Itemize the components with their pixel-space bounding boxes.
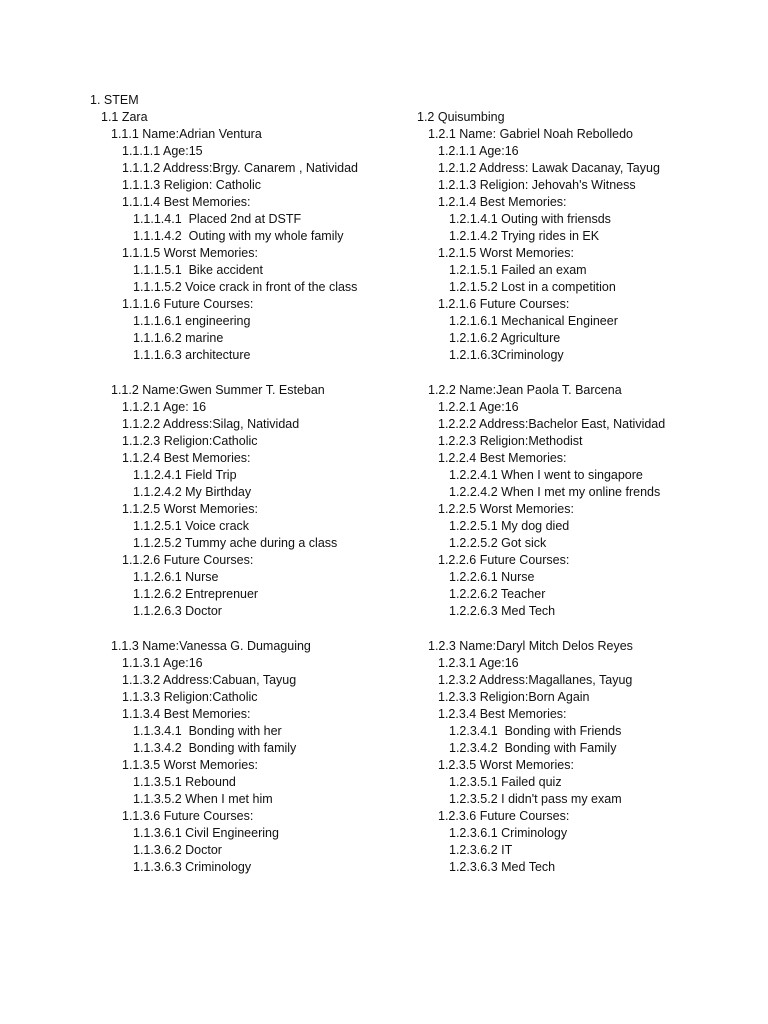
list-subitem: 1.2.3.6.3 Med Tech: [449, 860, 556, 874]
list-subitem: 1.1.3.6.1 Civil Engineering: [133, 826, 279, 840]
list-subitem: 1.2.1.5.2 Lost in a competition: [449, 280, 616, 294]
list-subitem: 1.1.1.4.2 Outing with my whole family: [133, 229, 344, 243]
list-item: 1.1.2.3 Religion:Catholic: [122, 434, 258, 448]
list-subitem: 1.2.3.6.1 Criminology: [449, 826, 568, 840]
list-subitem: 1.1.1.5.2 Voice crack in front of the class: [133, 280, 358, 294]
section-heading: 1. STEM: [90, 93, 139, 107]
list-item: 1.1.2.6 Future Courses:: [122, 553, 254, 567]
list-item: 1.1.2.1 Age: 16: [122, 400, 207, 414]
list-subitem: 1.1.3.5.2 When I met him: [133, 792, 273, 806]
list-item: 1.2.3.6 Future Courses:: [438, 809, 570, 823]
list-item: 1.1.3.1 Age:16: [122, 656, 203, 670]
list-item: 1.2.3.2 Address:Magallanes, Tayug: [438, 673, 633, 687]
list-subitem: 1.2.1.5.1 Failed an exam: [449, 263, 587, 277]
list-subitem: 1.1.2.5.1 Voice crack: [133, 519, 250, 533]
group-heading: 1.2 Quisumbing: [417, 110, 505, 124]
list-item: 1.1.3.2 Address:Cabuan, Tayug: [122, 673, 297, 687]
list-item: 1.2.2.1 Age:16: [438, 400, 519, 414]
list-item: 1.2.3.3 Religion:Born Again: [438, 690, 590, 704]
person-name: 1.1.3 Name:Vanessa G. Dumaguing: [111, 639, 311, 653]
list-subitem: 1.2.2.4.2 When I met my online frends: [449, 485, 661, 499]
list-item: 1.2.2.3 Religion:Methodist: [438, 434, 583, 448]
list-item: 1.1.3.6 Future Courses:: [122, 809, 254, 823]
list-subitem: 1.1.3.4.2 Bonding with family: [133, 741, 297, 755]
person-name: 1.2.2 Name:Jean Paola T. Barcena: [428, 383, 622, 397]
list-item: 1.2.1.4 Best Memories:: [438, 195, 567, 209]
list-subitem: 1.1.3.4.1 Bonding with her: [133, 724, 282, 738]
list-subitem: 1.1.2.4.2 My Birthday: [133, 485, 252, 499]
list-subitem: 1.2.2.6.1 Nurse: [449, 570, 535, 584]
list-item: 1.1.1.3 Religion: Catholic: [122, 178, 261, 192]
list-item: 1.1.3.5 Worst Memories:: [122, 758, 258, 772]
list-subitem: 1.2.1.4.1 Outing with friensds: [449, 212, 611, 226]
list-item: 1.2.2.2 Address:Bachelor East, Natividad: [438, 417, 666, 431]
list-item: 1.1.2.2 Address:Silag, Natividad: [122, 417, 300, 431]
list-item: 1.1.3.3 Religion:Catholic: [122, 690, 258, 704]
list-subitem: 1.1.2.6.3 Doctor: [133, 604, 222, 618]
list-item: 1.1.1.1 Age:15: [122, 144, 203, 158]
list-item: 1.2.1.3 Religion: Jehovah's Witness: [438, 178, 636, 192]
list-item: 1.2.1.6 Future Courses:: [438, 297, 570, 311]
list-subitem: 1.1.2.5.2 Tummy ache during a class: [133, 536, 338, 550]
list-item: 1.2.1.5 Worst Memories:: [438, 246, 574, 260]
list-item: 1.1.1.4 Best Memories:: [122, 195, 251, 209]
list-subitem: 1.2.2.4.1 When I went to singapore: [449, 468, 643, 482]
list-item: 1.2.3.5 Worst Memories:: [438, 758, 574, 772]
list-subitem: 1.2.1.6.2 Agriculture: [449, 331, 561, 345]
list-item: 1.2.1.1 Age:16: [438, 144, 519, 158]
list-subitem: 1.2.3.5.1 Failed quiz: [449, 775, 562, 789]
list-subitem: 1.2.1.6.1 Mechanical Engineer: [449, 314, 618, 328]
list-subitem: 1.2.1.4.2 Trying rides in EK: [449, 229, 600, 243]
list-subitem: 1.1.2.4.1 Field Trip: [133, 468, 237, 482]
list-item: 1.1.2.4 Best Memories:: [122, 451, 251, 465]
list-subitem: 1.2.3.5.2 I didn't pass my exam: [449, 792, 622, 806]
list-subitem: 1.2.3.4.2 Bonding with Family: [449, 741, 617, 755]
list-item: 1.1.2.5 Worst Memories:: [122, 502, 258, 516]
list-item: 1.2.1.2 Address: Lawak Dacanay, Tayug: [438, 161, 660, 175]
list-item: 1.1.3.4 Best Memories:: [122, 707, 251, 721]
list-subitem: 1.2.1.6.3Criminology: [449, 348, 564, 362]
list-subitem: 1.1.3.6.2 Doctor: [133, 843, 222, 857]
list-subitem: 1.2.2.5.2 Got sick: [449, 536, 547, 550]
list-subitem: 1.1.1.5.1 Bike accident: [133, 263, 263, 277]
list-item: 1.1.1.5 Worst Memories:: [122, 246, 258, 260]
list-subitem: 1.1.1.4.1 Placed 2nd at DSTF: [133, 212, 302, 226]
list-subitem: 1.1.2.6.2 Entreprenuer: [133, 587, 259, 601]
list-subitem: 1.2.2.6.3 Med Tech: [449, 604, 556, 618]
list-item: 1.2.3.4 Best Memories:: [438, 707, 567, 721]
list-subitem: 1.1.2.6.1 Nurse: [133, 570, 219, 584]
list-item: 1.1.1.2 Address:Brgy. Canarem , Natividad: [122, 161, 358, 175]
list-item: 1.1.1.6 Future Courses:: [122, 297, 254, 311]
person-name: 1.2.1 Name: Gabriel Noah Rebolledo: [428, 127, 633, 141]
list-subitem: 1.2.2.5.1 My dog died: [449, 519, 570, 533]
list-item: 1.2.2.5 Worst Memories:: [438, 502, 574, 516]
person-name: 1.1.2 Name:Gwen Summer T. Esteban: [111, 383, 325, 397]
person-name: 1.1.1 Name:Adrian Ventura: [111, 127, 262, 141]
list-item: 1.2.2.6 Future Courses:: [438, 553, 570, 567]
list-subitem: 1.1.1.6.3 architecture: [133, 348, 251, 362]
list-subitem: 1.1.3.6.3 Criminology: [133, 860, 252, 874]
list-item: 1.2.3.1 Age:16: [438, 656, 519, 670]
list-subitem: 1.2.3.6.2 IT: [449, 843, 513, 857]
list-subitem: 1.2.3.4.1 Bonding with Friends: [449, 724, 622, 738]
list-item: 1.2.2.4 Best Memories:: [438, 451, 567, 465]
list-subitem: 1.1.1.6.2 marine: [133, 331, 224, 345]
list-subitem: 1.1.3.5.1 Rebound: [133, 775, 236, 789]
list-subitem: 1.2.2.6.2 Teacher: [449, 587, 546, 601]
group-heading: 1.1 Zara: [101, 110, 148, 124]
person-name: 1.2.3 Name:Daryl Mitch Delos Reyes: [428, 639, 633, 653]
list-subitem: 1.1.1.6.1 engineering: [133, 314, 251, 328]
